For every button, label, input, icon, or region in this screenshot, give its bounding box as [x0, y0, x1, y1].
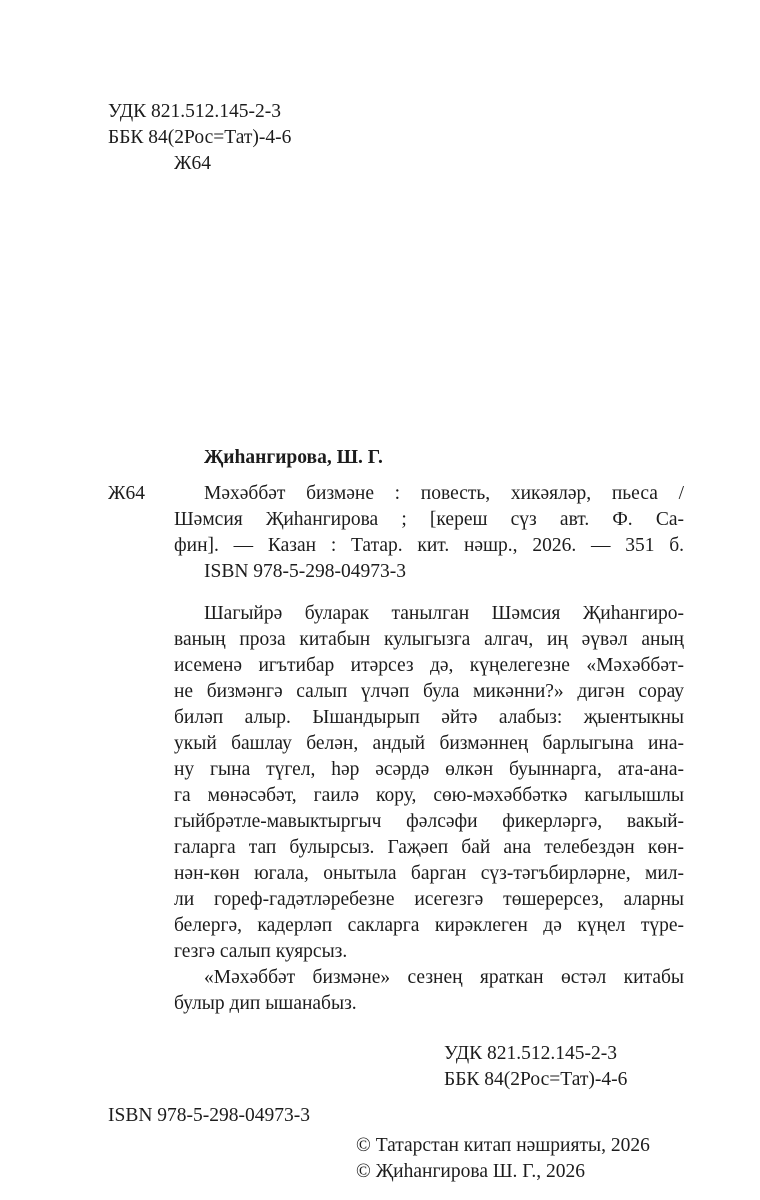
header-udk: УДК 821.512.145-2-3	[108, 101, 282, 122]
catalog-isbn: ISBN 978-5-298-04973-3	[204, 561, 407, 582]
copyright-publisher: © Татарстан китап нәшрияты, 2026	[356, 1135, 650, 1156]
annotation-line: га мөнәсәбәт, гаилә кору, сөю-мәхәббәткә кагылышлы	[174, 785, 684, 806]
header-author-code: Ж64	[174, 153, 211, 174]
annotation-line: ваның проза китабын кулыгызга алгач, иң әүвәл аның	[174, 629, 684, 650]
annotation-closing-line: булыр дип ышанабыз.	[174, 993, 357, 1014]
annotation-line: гезгә салып куярсыз.	[174, 941, 348, 962]
annotation-line: белергә, кадерләп сакларга кирәклеген дә күңел түре-	[174, 915, 684, 936]
annotation-line: исеменә игътибар итәрсез дә, күңелегезне «Мәхәббәт-	[174, 655, 684, 676]
annotation-line: ну гына түгел, һәр әсәрдә өлкән буыннарга, ата-ана-	[174, 759, 684, 780]
annotation-closing-line: «Мәхәббәт бизмәне» сезнең яраткан өстәл китабы	[204, 967, 684, 988]
catalog-author: Җиһангирова, Ш. Г.	[204, 447, 383, 468]
annotation-line: гыйбрәтле-мавыктыргыч фәлсәфи фикерләргә, вакый-	[174, 811, 684, 832]
catalog-code: Ж64	[108, 483, 145, 504]
catalog-entry-line: фин]. — Казан : Татар. кит. нәшр., 2026. — 351 б.	[174, 535, 684, 556]
footer-udk: УДК 821.512.145-2-3	[444, 1043, 618, 1064]
annotation-line: биләп алыр. Ышандырып әйтә алабыз: җыентыкны	[174, 707, 684, 728]
annotation-line: укый башлау белән, андый бизмәннең барлыгына ина-	[174, 733, 684, 754]
annotation-line: не бизмәнгә салып үлчәп була микәнни?» дигән сорау	[174, 681, 684, 702]
catalog-entry-line: Шәмсия Җиһангирова ; [кереш сүз авт. Ф. Са-	[174, 509, 684, 530]
copyright-author: © Җиһангирова Ш. Г., 2026	[356, 1161, 585, 1182]
header-bbk: ББК 84(2Рос=Тат)-4-6	[108, 127, 292, 148]
annotation-line: нән-көн югала, онытыла барган сүз-тәгъбирләрне, мил-	[174, 863, 684, 884]
catalog-entry-line: Мәхәббәт бизмәне : повесть, хикәяләр, пьеса /	[204, 483, 684, 504]
annotation-line: Шагыйрә буларак танылган Шәмсия Җиһангиро-	[204, 603, 684, 624]
annotation-line: галарга тап булырсыз. Гаҗәеп бай ана телебездән көн-	[174, 837, 684, 858]
footer-isbn: ISBN 978-5-298-04973-3	[108, 1105, 311, 1126]
annotation-line: ли гореф-гадәтләребезне исегезгә төшерерсез, аларны	[174, 889, 684, 910]
footer-bbk: ББК 84(2Рос=Тат)-4-6	[444, 1069, 628, 1090]
